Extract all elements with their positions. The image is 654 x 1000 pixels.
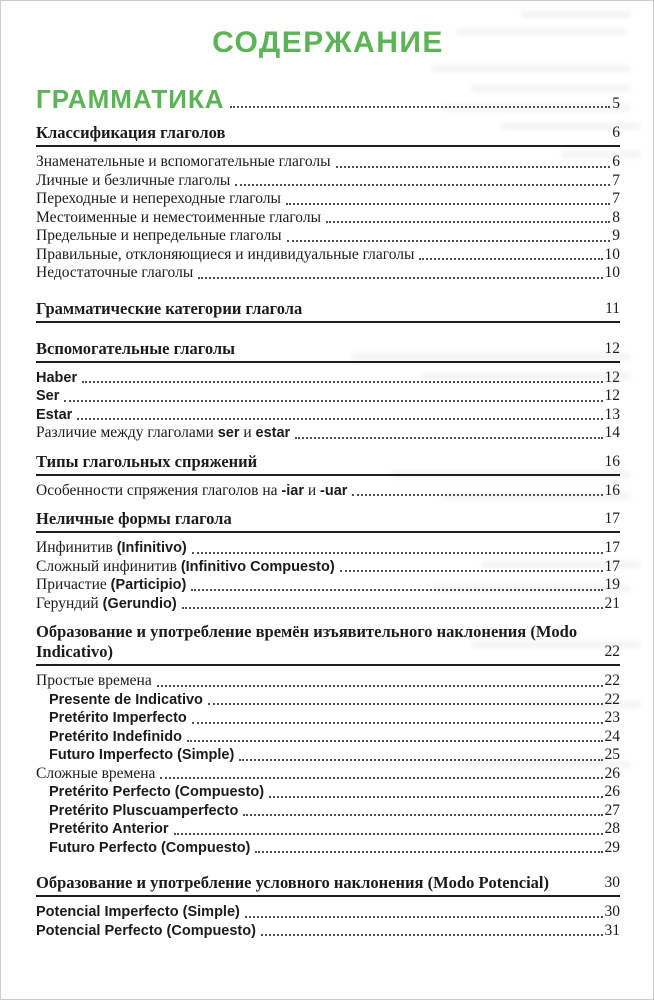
dot-leader xyxy=(336,166,611,168)
toc-entry xyxy=(36,369,620,388)
entry-page-number: 12 xyxy=(604,368,620,386)
dot-leader xyxy=(255,851,602,853)
entry-label: Знаменательные и вспомогательные глаголы xyxy=(36,153,331,170)
entry-label: Potencial Imperfecto (Simple) xyxy=(36,904,240,920)
entry-page-number: 10 xyxy=(604,264,620,281)
entry-label: Образование и употребление условного наклонения (Modo Potencial) xyxy=(36,873,549,892)
toc-section-header xyxy=(36,452,620,476)
toc-section-header xyxy=(36,123,620,147)
entry-page-number: 23 xyxy=(604,709,620,726)
dot-leader xyxy=(192,552,603,554)
entry-page-number: 16 xyxy=(604,452,620,470)
dot-leader xyxy=(269,796,602,798)
entry-label: Личные и безличные глаголы xyxy=(36,171,231,189)
entry-page-number: 7 xyxy=(612,190,620,207)
toc-entry xyxy=(36,728,620,747)
toc-entry xyxy=(36,406,620,425)
dot-leader xyxy=(239,759,602,761)
dot-leader xyxy=(160,777,602,779)
toc-entry xyxy=(36,839,620,858)
entry-label: Простые времена xyxy=(36,672,152,689)
entry-label: Presente de Indicativo xyxy=(49,691,203,708)
toc-entry xyxy=(36,820,620,839)
toc-section-header xyxy=(36,622,620,666)
toc-chapter xyxy=(36,84,620,114)
entry-label: Предельные и непредельные глаголы xyxy=(36,227,282,244)
entry-page-number: 19 xyxy=(604,576,620,593)
toc-entry xyxy=(36,246,620,265)
toc-entry xyxy=(36,765,620,784)
dot-leader xyxy=(340,570,603,572)
toc-section-header xyxy=(36,339,620,363)
dot-leader xyxy=(286,203,610,205)
entry-label: Futuro Imperfecto (Simple) xyxy=(49,747,235,763)
entry-label: Образование и употребление времён изъявительного наклонения (Modo Indicativo) xyxy=(36,622,578,661)
toc-entry xyxy=(36,595,620,614)
entry-page-number: 28 xyxy=(604,820,620,837)
toc-section-header xyxy=(36,873,620,897)
entry-label: Неличные формы глагола xyxy=(36,509,232,528)
entry-label: Типы глагольных спряжений xyxy=(36,451,258,471)
dot-leader xyxy=(295,437,602,439)
dot-leader xyxy=(77,418,602,420)
entry-page-number: 14 xyxy=(604,424,620,441)
entry-label: Сложные времена xyxy=(36,764,156,782)
toc-entry xyxy=(36,558,620,577)
dot-leader xyxy=(191,589,602,591)
entry-label: Инфинитив (Infinitivo) xyxy=(36,539,187,556)
entry-label: Futuro Perfecto (Compuesto) xyxy=(49,839,251,856)
entry-label: Pretérito Indefinido xyxy=(49,728,182,745)
toc-entry xyxy=(36,576,620,595)
toc-entry xyxy=(36,709,620,728)
entry-page-number: 31 xyxy=(604,921,620,939)
dot-leader xyxy=(182,607,603,609)
dot-leader xyxy=(419,258,602,260)
dot-leader xyxy=(230,106,611,108)
entry-label: Местоименные и неместоименные глаголы xyxy=(36,208,321,226)
entry-page-number: 6 xyxy=(612,153,620,170)
entry-label: Причастие (Participio) xyxy=(36,576,187,593)
dot-leader xyxy=(208,703,603,705)
entry-label: Pretérito Anterior xyxy=(49,821,169,837)
entry-page-number: 9 xyxy=(612,227,620,244)
entry-label: Переходные и непереходные глаголы xyxy=(36,190,281,207)
toc-entry xyxy=(36,172,620,191)
entry-label: Вспомогательные глаголы xyxy=(36,338,236,358)
dot-leader xyxy=(187,740,603,742)
entry-page-number: 17 xyxy=(604,557,620,575)
entry-page-number: 29 xyxy=(604,838,620,856)
entry-page-number: 8 xyxy=(612,208,620,226)
entry-label: Классификация глаголов xyxy=(36,123,226,142)
entry-label: Грамматические категории глагола xyxy=(36,298,303,318)
toc-entry xyxy=(36,387,620,406)
toc-entry xyxy=(36,539,620,558)
toc-entry xyxy=(36,227,620,246)
toc-entry xyxy=(36,482,620,501)
toc-entry xyxy=(36,209,620,228)
entry-page-number: 6 xyxy=(612,124,620,141)
dot-leader xyxy=(352,494,602,496)
dot-leader xyxy=(261,934,603,936)
entry-page-number: 16 xyxy=(604,481,620,499)
entry-label: Pretérito Perfecto (Compuesto) xyxy=(49,784,265,800)
entry-page-number: 17 xyxy=(604,539,620,556)
toc-section-header xyxy=(36,299,620,323)
entry-label: Правильные, отклоняющиеся и индивидуальные глаголы xyxy=(36,245,415,263)
entry-page-number: 30 xyxy=(604,874,620,891)
entry-page-number: 5 xyxy=(612,95,620,112)
entry-label: Герундий (Gerundio) xyxy=(36,594,177,612)
dot-leader xyxy=(192,722,603,724)
entry-label: Potencial Perfecto (Compuesto) xyxy=(36,922,256,939)
toc-entry xyxy=(36,153,620,172)
entry-label: Различие между глаголами ser и estar xyxy=(36,424,291,441)
entry-page-number: 22 xyxy=(604,643,620,660)
entry-label: Сложный инфинитив (Infinitivo Compuesto) xyxy=(36,557,335,575)
toc-section-header xyxy=(36,509,620,533)
entry-page-number: 13 xyxy=(604,405,620,423)
toc-list xyxy=(36,84,620,940)
entry-label: Недостаточные глаголы xyxy=(36,264,194,281)
entry-page-number: 12 xyxy=(604,339,620,357)
entry-label: Pretérito Pluscuamperfecto xyxy=(49,802,239,819)
entry-page-number: 10 xyxy=(604,245,620,263)
toc-entry xyxy=(36,903,620,922)
toc-entry xyxy=(36,802,620,821)
toc-entry xyxy=(36,424,620,443)
dot-leader xyxy=(64,400,602,402)
entry-page-number: 22 xyxy=(604,690,620,708)
entry-page-number: 17 xyxy=(604,510,620,527)
entry-page-number: 26 xyxy=(604,764,620,782)
entry-page-number: 24 xyxy=(604,727,620,745)
entry-label: Haber xyxy=(36,369,78,386)
dot-leader xyxy=(82,381,602,383)
entry-page-number: 22 xyxy=(604,672,620,689)
dot-leader xyxy=(198,277,602,279)
entry-label: ГРАММАТИКА xyxy=(36,84,225,114)
entry-page-number: 30 xyxy=(604,903,620,920)
entry-label: Ser xyxy=(36,388,60,404)
dot-leader xyxy=(326,221,610,223)
entry-label: Estar xyxy=(36,406,73,423)
entry-page-number: 26 xyxy=(604,783,620,800)
dot-leader xyxy=(245,916,603,918)
entry-label: Особенности спряжения глаголов на -iar и -uar xyxy=(36,481,348,499)
dot-leader xyxy=(157,685,603,687)
dot-leader xyxy=(235,184,610,186)
toc-entry xyxy=(36,672,620,691)
toc-entry xyxy=(36,922,620,941)
dot-leader xyxy=(174,833,603,835)
toc-entry xyxy=(36,783,620,802)
toc-entry xyxy=(36,691,620,710)
toc-entry xyxy=(36,746,620,765)
dot-leader xyxy=(287,240,611,242)
page-title: СОДЕРЖАНИЕ xyxy=(212,26,444,59)
dot-leader xyxy=(243,814,602,816)
entry-page-number: 25 xyxy=(604,746,620,763)
toc-entry xyxy=(36,264,620,283)
entry-page-number: 12 xyxy=(604,387,620,404)
entry-page-number: 21 xyxy=(604,594,620,612)
entry-page-number: 27 xyxy=(604,801,620,819)
entry-page-number: 7 xyxy=(612,171,620,189)
entry-page-number: 11 xyxy=(605,299,620,317)
toc-entry xyxy=(36,190,620,209)
entry-label: Pretérito Imperfecto xyxy=(49,710,187,726)
